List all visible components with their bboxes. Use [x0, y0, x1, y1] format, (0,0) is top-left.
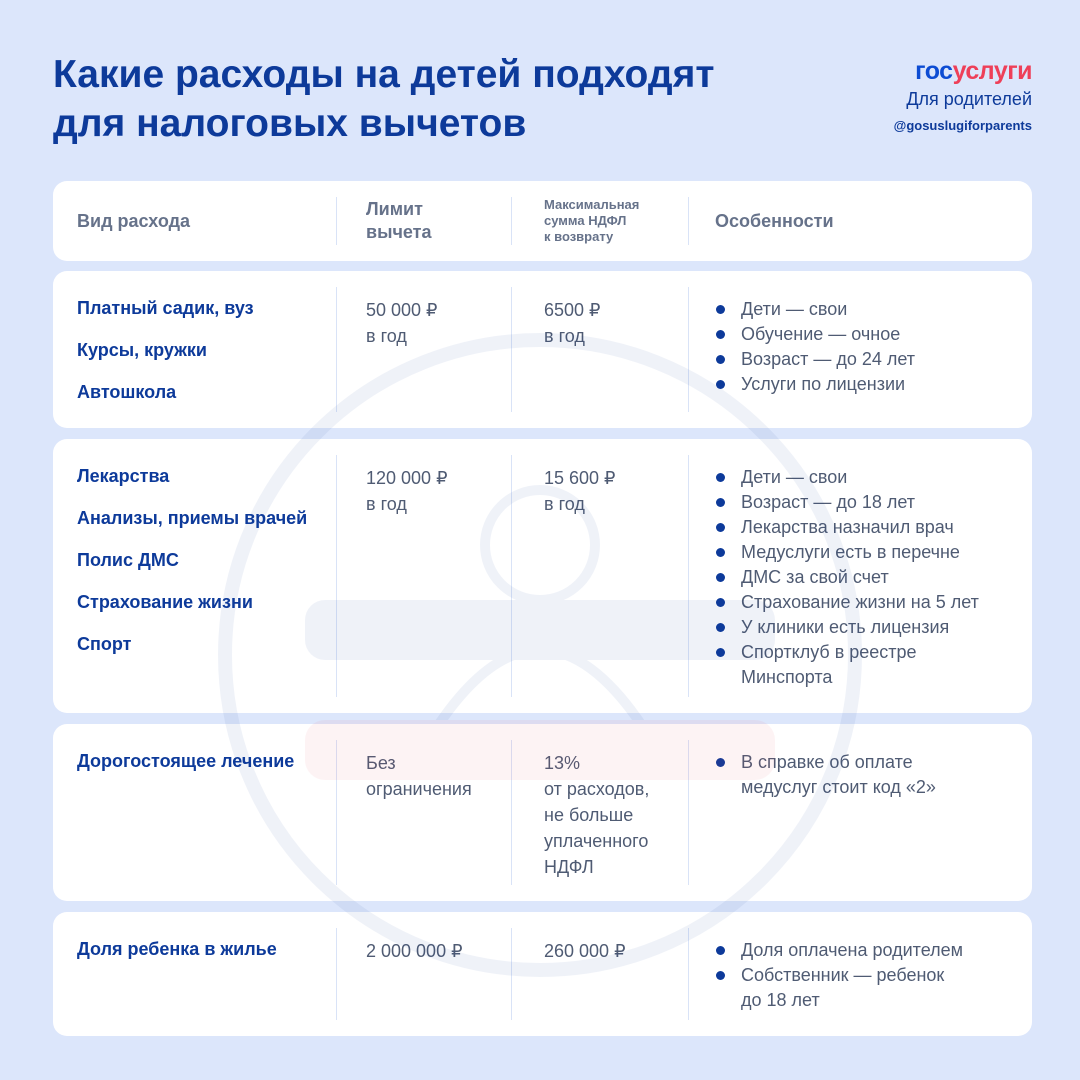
limit-value: 2 000 000 ₽	[366, 941, 463, 961]
feature-item: ДМС за свой счет	[715, 565, 1032, 590]
expense-item: Страхование жизни	[77, 592, 253, 612]
feature-item: Возраст — до 24 лет	[715, 347, 1032, 372]
page-title-line2: для налоговых вычетов	[53, 102, 527, 145]
header-limit-line2: вычета	[366, 222, 432, 242]
page-title	[53, 50, 714, 148]
row-max	[511, 928, 688, 1020]
max-value: 13%	[544, 753, 581, 773]
max-value: от расходов,	[544, 779, 650, 799]
max-value: в год	[544, 494, 585, 514]
row-features	[688, 740, 1032, 885]
header-col-type	[53, 197, 336, 245]
max-value: уплаченного	[544, 831, 649, 851]
feature-text: до 18 лет	[741, 990, 820, 1010]
row-items	[53, 740, 336, 885]
limit-value: 50 000 ₽	[366, 300, 438, 320]
brand-block	[894, 56, 1032, 133]
header-limit	[366, 198, 432, 244]
header-type: Вид расхода	[77, 210, 191, 231]
feature-text: Минспорта	[741, 667, 833, 687]
max-value: 6500 ₽	[544, 300, 601, 320]
feature-item: Страхование жизни на 5 лет	[715, 590, 1032, 615]
page-title-line1: Какие расходы на детей подходят	[53, 53, 715, 96]
limit-value: 120 000 ₽	[366, 468, 448, 488]
feature-item	[715, 640, 1032, 690]
header-limit-line1: Лимит	[366, 199, 423, 219]
header-col-features	[688, 197, 1032, 245]
expense-item: Спорт	[77, 634, 132, 654]
header-max-line3: к возврату	[544, 229, 614, 244]
feature-item: Лекарства назначил врач	[715, 515, 1032, 540]
feature-item: У клиники есть лицензия	[715, 615, 1032, 640]
feature-item: Дети — свои	[715, 465, 1032, 490]
limit-value: в год	[366, 494, 407, 514]
table-row	[53, 912, 1032, 1036]
feature-item: Услуги по лицензии	[715, 372, 1032, 397]
feature-item: Дети — свои	[715, 297, 1032, 322]
feature-item	[715, 963, 1032, 1013]
row-items	[53, 928, 336, 1020]
brand-logo-gos: гос	[915, 57, 953, 85]
row-limit	[336, 455, 511, 697]
row-items	[53, 287, 336, 412]
header-col-max	[511, 197, 688, 245]
features-list	[715, 938, 1032, 1013]
expense-item: Автошкола	[77, 382, 177, 402]
feature-item	[715, 750, 1032, 800]
table-row	[53, 271, 1032, 428]
feature-text: медуслуг стоит код «2»	[741, 777, 936, 797]
brand-logo	[894, 56, 1032, 86]
feature-text: В справке об оплате	[741, 752, 913, 772]
limit-value: Без	[366, 753, 396, 773]
table-row	[53, 724, 1032, 901]
table-row	[53, 439, 1032, 713]
row-limit	[336, 287, 511, 412]
max-value: 260 000 ₽	[544, 941, 626, 961]
row-features	[688, 287, 1032, 412]
row-limit	[336, 740, 511, 885]
row-max	[511, 287, 688, 412]
feature-text: Собственник — ребенок	[741, 965, 945, 985]
table-header	[53, 181, 1032, 261]
header-features: Особенности	[715, 210, 834, 231]
row-max	[511, 455, 688, 697]
expense-item: Доля ребенка в жилье	[77, 939, 277, 959]
row-features	[688, 928, 1032, 1020]
row-max	[511, 740, 688, 885]
limit-value: в год	[366, 326, 407, 346]
row-limit	[336, 928, 511, 1020]
expense-item: Полис ДМС	[77, 550, 179, 570]
features-list	[715, 750, 1032, 800]
max-value: 15 600 ₽	[544, 468, 616, 488]
row-items	[53, 455, 336, 697]
brand-logo-uslugi: услуги	[952, 57, 1032, 85]
features-list	[715, 297, 1032, 397]
brand-handle: @gosuslugiforparents	[893, 118, 1032, 133]
max-value: НДФЛ	[544, 857, 594, 877]
expense-item: Анализы, приемы врачей	[77, 508, 308, 528]
features-list	[715, 465, 1032, 690]
header-max	[544, 197, 639, 245]
row-features	[688, 455, 1032, 697]
brand-subtitle: Для родителей	[906, 89, 1032, 109]
limit-value: ограничения	[366, 779, 472, 799]
expense-item: Платный садик, вуз	[77, 298, 254, 318]
expense-item: Курсы, кружки	[77, 340, 207, 360]
expense-item: Дорогостоящее лечение	[77, 751, 295, 771]
header-max-line2: сумма НДФЛ	[544, 213, 627, 228]
max-value: в год	[544, 326, 585, 346]
feature-item: Доля оплачена родителем	[715, 938, 1032, 963]
max-value: не больше	[544, 805, 634, 825]
feature-text: Спортклуб в реестре	[741, 642, 917, 662]
header-max-line1: Максимальная	[544, 197, 640, 212]
expense-item: Лекарства	[77, 466, 170, 486]
feature-item: Обучение — очное	[715, 322, 1032, 347]
feature-item: Возраст — до 18 лет	[715, 490, 1032, 515]
header-col-limit	[336, 197, 511, 245]
feature-item: Медуслуги есть в перечне	[715, 540, 1032, 565]
